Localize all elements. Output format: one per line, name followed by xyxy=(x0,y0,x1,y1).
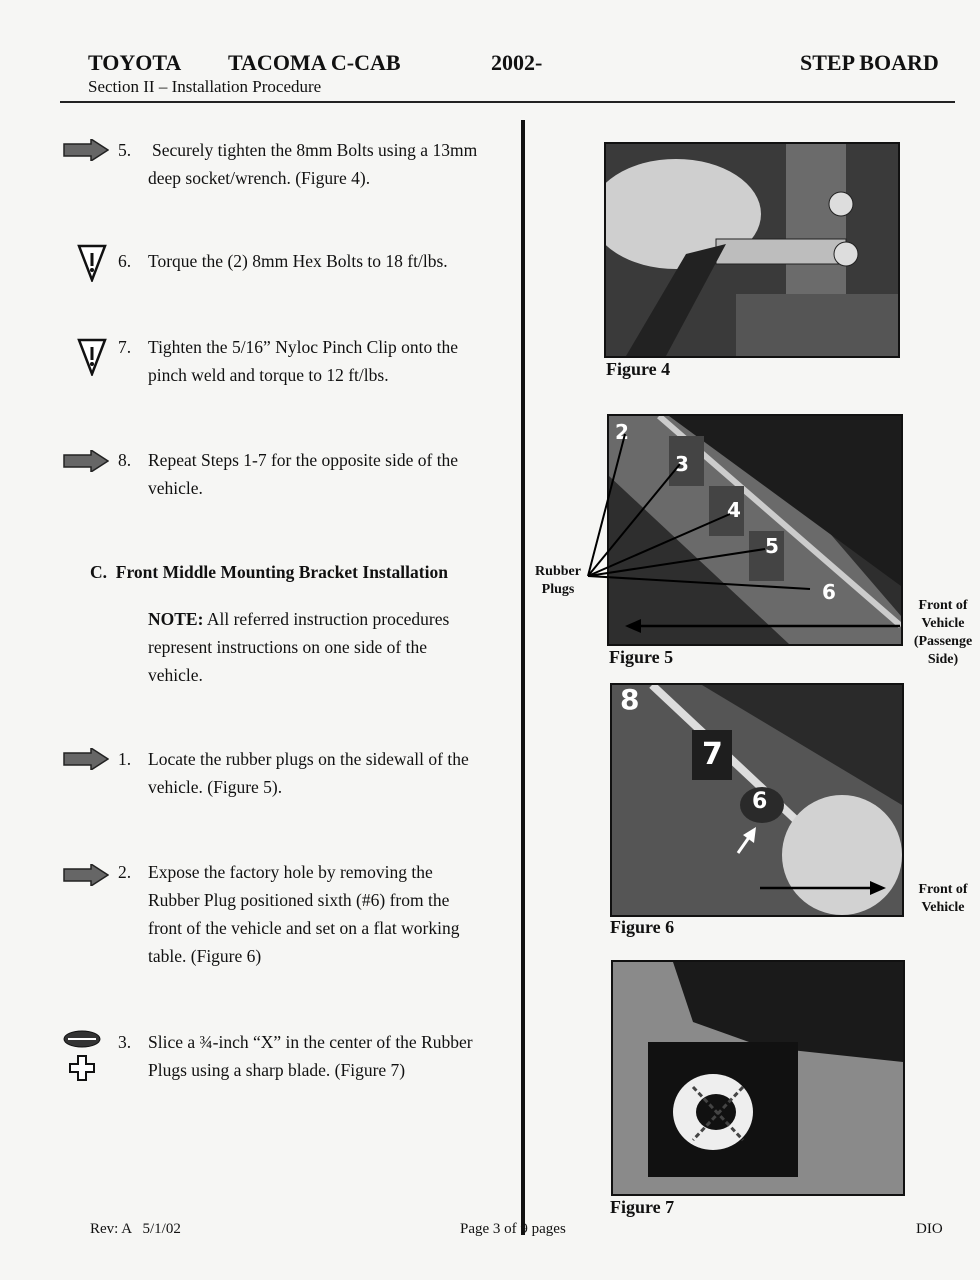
footer-code: DIO xyxy=(916,1221,943,1237)
callout-line: Vehicle xyxy=(921,900,965,911)
step-text: front of the vehicle and set on a flat working xyxy=(148,918,460,938)
note-text: vehicle. xyxy=(148,665,203,685)
note-text: All referred instruction procedures xyxy=(203,609,450,629)
front-of-vehicle-label-5 xyxy=(906,597,980,669)
warning-icon xyxy=(77,244,107,282)
footer-rev: Rev: A 5/1/02 xyxy=(90,1221,181,1237)
callout-line: Rubber xyxy=(535,564,581,579)
step-number: 5. xyxy=(118,140,132,160)
step-number: 8. xyxy=(118,450,132,470)
step-6 xyxy=(118,247,518,277)
plug-number: 5 xyxy=(765,534,779,558)
figure-6-arrow xyxy=(610,683,910,913)
plug-number: 6 xyxy=(752,789,768,814)
figure-7-caption: Figure 7 xyxy=(610,1197,675,1217)
callout-line: Side) xyxy=(927,652,959,667)
front-of-vehicle-label-6 xyxy=(906,881,980,911)
step-number: 2. xyxy=(118,862,132,882)
step-text: Slice a ¾-inch “X” in the center of the Rubber xyxy=(148,1032,473,1052)
step-8 xyxy=(118,446,518,506)
step-1 xyxy=(118,745,518,805)
rubber-plugs-label xyxy=(528,563,588,599)
step-text: deep socket/wrench. (Figure 4). xyxy=(148,168,371,188)
step-text: Plugs using a sharp blade. (Figure 7) xyxy=(148,1060,406,1080)
step-text: Securely tighten the 8mm Bolts using a 13mm xyxy=(152,140,478,160)
step-text: Torque the (2) 8mm Hex Bolts to 18 ft/lbs. xyxy=(148,251,448,271)
step-text: Expose the factory hole by removing the xyxy=(148,862,433,882)
step-text: Tighten the 5/16” Nyloc Pinch Clip onto the xyxy=(148,337,458,357)
header-year: 2002- xyxy=(491,50,543,75)
figure-4-illustration xyxy=(606,144,898,356)
figure-6-caption: Figure 6 xyxy=(610,917,675,937)
callout-line: Front of xyxy=(918,598,968,613)
plug-number: 7 xyxy=(702,737,723,772)
plug-number: 6 xyxy=(822,580,836,604)
step-number: 6. xyxy=(118,251,132,271)
figure-7-photo xyxy=(611,960,905,1196)
figure-5-caption: Figure 5 xyxy=(609,647,674,667)
step-3 xyxy=(118,1028,518,1088)
callout-line: Vehicle xyxy=(921,616,965,631)
callout-line: Plugs xyxy=(541,582,575,597)
plug-number: 2 xyxy=(615,420,629,444)
note-label: NOTE: xyxy=(148,609,204,629)
step-text: vehicle. (Figure 5). xyxy=(148,777,283,797)
section-heading: C. Front Middle Mounting Bracket Installation xyxy=(90,562,448,582)
step-number: 3. xyxy=(118,1032,132,1052)
column-divider xyxy=(521,120,525,1235)
step-text: table. (Figure 6) xyxy=(148,946,262,966)
arrow-icon xyxy=(63,450,109,472)
warning-icon xyxy=(77,338,107,376)
arrow-icon xyxy=(63,139,109,161)
step-5 xyxy=(118,136,518,196)
header-section: Section II – Installation Procedure xyxy=(88,77,322,96)
arrow-icon xyxy=(63,748,109,770)
step-2 xyxy=(118,858,518,973)
header-make: TOYOTA xyxy=(88,50,182,75)
header-model: TACOMA C-CAB xyxy=(228,50,401,75)
step-text: Rubber Plug positioned sixth (#6) from the xyxy=(148,890,450,910)
step-number: 7. xyxy=(118,337,132,357)
footer-page: Page 3 of 9 pages xyxy=(460,1221,566,1237)
step-text: vehicle. xyxy=(148,478,203,498)
figure-5-leader-lines xyxy=(585,414,905,644)
note-text: represent instructions on one side of the xyxy=(148,637,427,657)
step-text: pinch weld and torque to 12 ft/lbs. xyxy=(148,365,389,385)
note-block xyxy=(148,605,518,695)
header-rule xyxy=(60,101,955,103)
plug-number: 4 xyxy=(727,498,741,522)
header-product: STEP BOARD xyxy=(800,50,939,75)
step-number: 1. xyxy=(118,749,132,769)
callout-line: Front of xyxy=(918,882,968,897)
step-7 xyxy=(118,333,518,393)
figure-4-caption: Figure 4 xyxy=(606,359,671,379)
step-text: Locate the rubber plugs on the sidewall of the xyxy=(148,749,469,769)
plug-number: 3 xyxy=(675,452,689,476)
blade-cross-icon xyxy=(62,1030,112,1086)
figure-4-photo xyxy=(604,142,900,358)
callout-line: (Passenge xyxy=(913,634,973,649)
plug-number: 8 xyxy=(620,683,640,716)
figure-7-illustration xyxy=(613,962,903,1194)
step-text: Repeat Steps 1-7 for the opposite side of the xyxy=(148,450,459,470)
arrow-icon xyxy=(63,864,109,886)
